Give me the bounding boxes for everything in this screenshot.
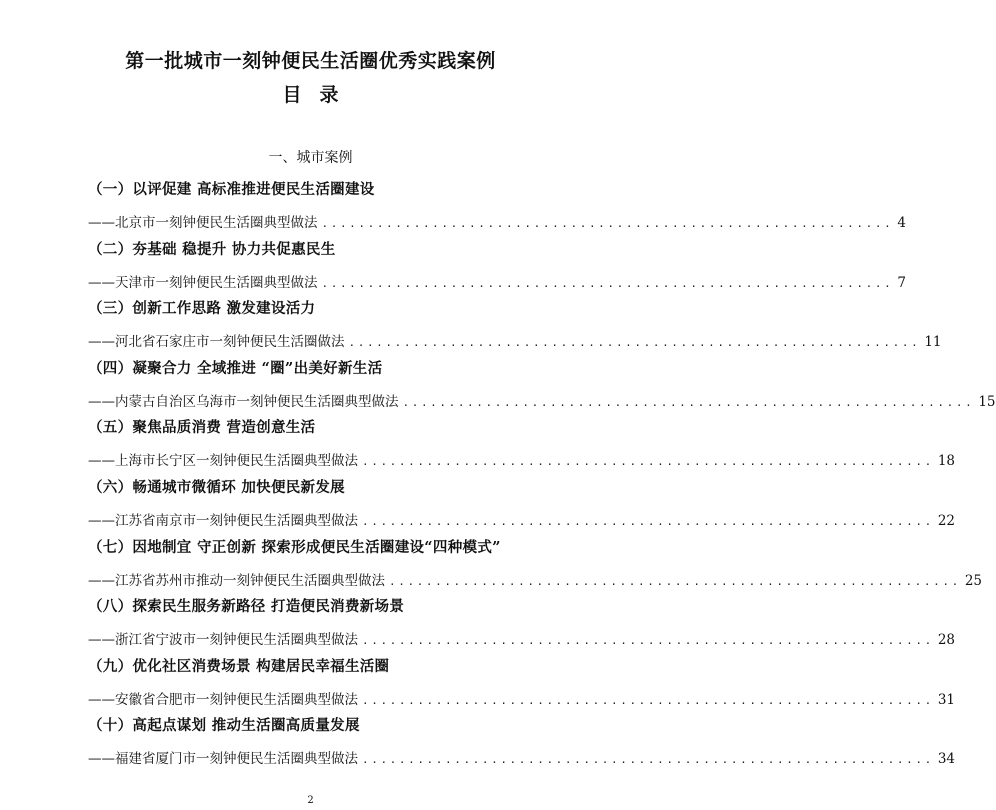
toc-entry[interactable] [88, 476, 955, 536]
dot-leader: .............................................................. [362, 693, 934, 707]
dot-leader: .............................................................. [402, 395, 975, 409]
toc-entry-page: 25 [964, 572, 982, 589]
dot-leader: .............................................................. [321, 276, 894, 290]
toc-entry-heading: （十）高起点谋划 推动生活圈高质量发展 [88, 717, 360, 735]
toc-title: 目录 [282, 84, 357, 106]
toc-entry-heading: （四）凝聚合力 全域推进 “圈”出美好新生活 [88, 359, 383, 377]
page-number: 2 [307, 795, 314, 806]
table-of-contents [88, 178, 996, 774]
toc-entry-page: 4 [897, 215, 906, 231]
toc-entry-page: 22 [937, 512, 955, 529]
dot-leader: .............................................................. [362, 634, 934, 648]
dot-leader: .............................................................. [389, 574, 961, 588]
toc-entry-heading: （一）以评促建 高标准推进便民生活圈建设 [88, 181, 375, 198]
toc-entry-heading: （三）创新工作思路 激发建设活力 [88, 300, 316, 318]
toc-entry-subtitle: ——浙江省宁波市一刻钟便民生活圈典型做法 [88, 632, 358, 649]
toc-entry-subtitle: ——江苏省苏州市推动一刻钟便民生活圈典型做法 [88, 572, 385, 589]
toc-entry-line [88, 271, 906, 291]
toc-entry-line [88, 211, 906, 231]
toc-entry-subtitle: ——安徽省合肥市一刻钟便民生活圈典型做法 [88, 691, 358, 708]
dot-leader: .............................................................. [321, 217, 894, 230]
toc-entry-line [88, 509, 955, 529]
toc-entry-page: 34 [937, 751, 955, 768]
toc-entry-subtitle: ——河北省石家庄市一刻钟便民生活圈做法 [88, 334, 345, 351]
toc-entry-line [88, 390, 996, 410]
toc-entry-subtitle: ——江苏省南京市一刻钟便民生活圈典型做法 [88, 512, 358, 529]
toc-entry[interactable] [88, 238, 906, 298]
toc-entry-subtitle: ——天津市一刻钟便民生活圈典型做法 [88, 274, 318, 291]
toc-entry-line [88, 569, 982, 589]
toc-entry-line [88, 688, 955, 708]
toc-entry[interactable] [88, 178, 906, 238]
toc-entry-page: 15 [978, 393, 996, 410]
toc-entry[interactable] [88, 297, 942, 357]
toc-entry-page: 28 [937, 632, 955, 649]
toc-entry[interactable] [88, 357, 996, 417]
toc-entry-page: 11 [924, 334, 942, 351]
toc-entry-heading: （九）优化社区消费场景 构建居民幸福生活圈 [88, 657, 390, 675]
toc-entry[interactable] [88, 536, 982, 596]
toc-entry-heading: （六）畅通城市微循环 加快便民新发展 [88, 478, 345, 496]
document-title: 第一批城市一刻钟便民生活圈优秀实践案例 [125, 50, 496, 72]
dot-leader: .............................................................. [362, 753, 934, 767]
toc-entry-subtitle: ——上海市长宁区一刻钟便民生活圈典型做法 [88, 453, 358, 470]
toc-entry-line [88, 747, 955, 768]
section-heading: 一、城市案例 [268, 150, 353, 166]
toc-entry[interactable] [88, 714, 955, 774]
toc-entry-line [88, 330, 942, 351]
dot-leader: .............................................................. [348, 336, 921, 350]
toc-entry-heading: （八）探索民生服务新路径 打造便民消费新场景 [88, 598, 405, 616]
toc-entry-page: 18 [937, 453, 955, 470]
toc-entry-subtitle: ——北京市一刻钟便民生活圈典型做法 [88, 215, 318, 231]
toc-entry-page: 7 [897, 274, 906, 291]
toc-entry-heading: （二）夯基础 稳提升 协力共促惠民生 [88, 240, 336, 258]
toc-entry-subtitle: ——福建省厦门市一刻钟便民生活圈典型做法 [88, 751, 358, 768]
toc-entry-heading: （五）聚焦品质消费 营造创意生活 [88, 419, 316, 437]
dot-leader: .............................................................. [362, 514, 934, 528]
toc-entry[interactable] [88, 655, 955, 715]
toc-entry-line [88, 628, 955, 649]
toc-entry-heading: （七）因地制宜 守正创新 探索形成便民生活圈建设“四种模式” [88, 538, 501, 556]
toc-entry[interactable] [88, 416, 955, 476]
dot-leader: .............................................................. [362, 455, 934, 469]
toc-entry-line [88, 449, 955, 470]
toc-entry-subtitle: ——内蒙古自治区乌海市一刻钟便民生活圈典型做法 [88, 393, 399, 410]
toc-entry-page: 31 [937, 691, 955, 708]
toc-entry[interactable] [88, 595, 955, 655]
